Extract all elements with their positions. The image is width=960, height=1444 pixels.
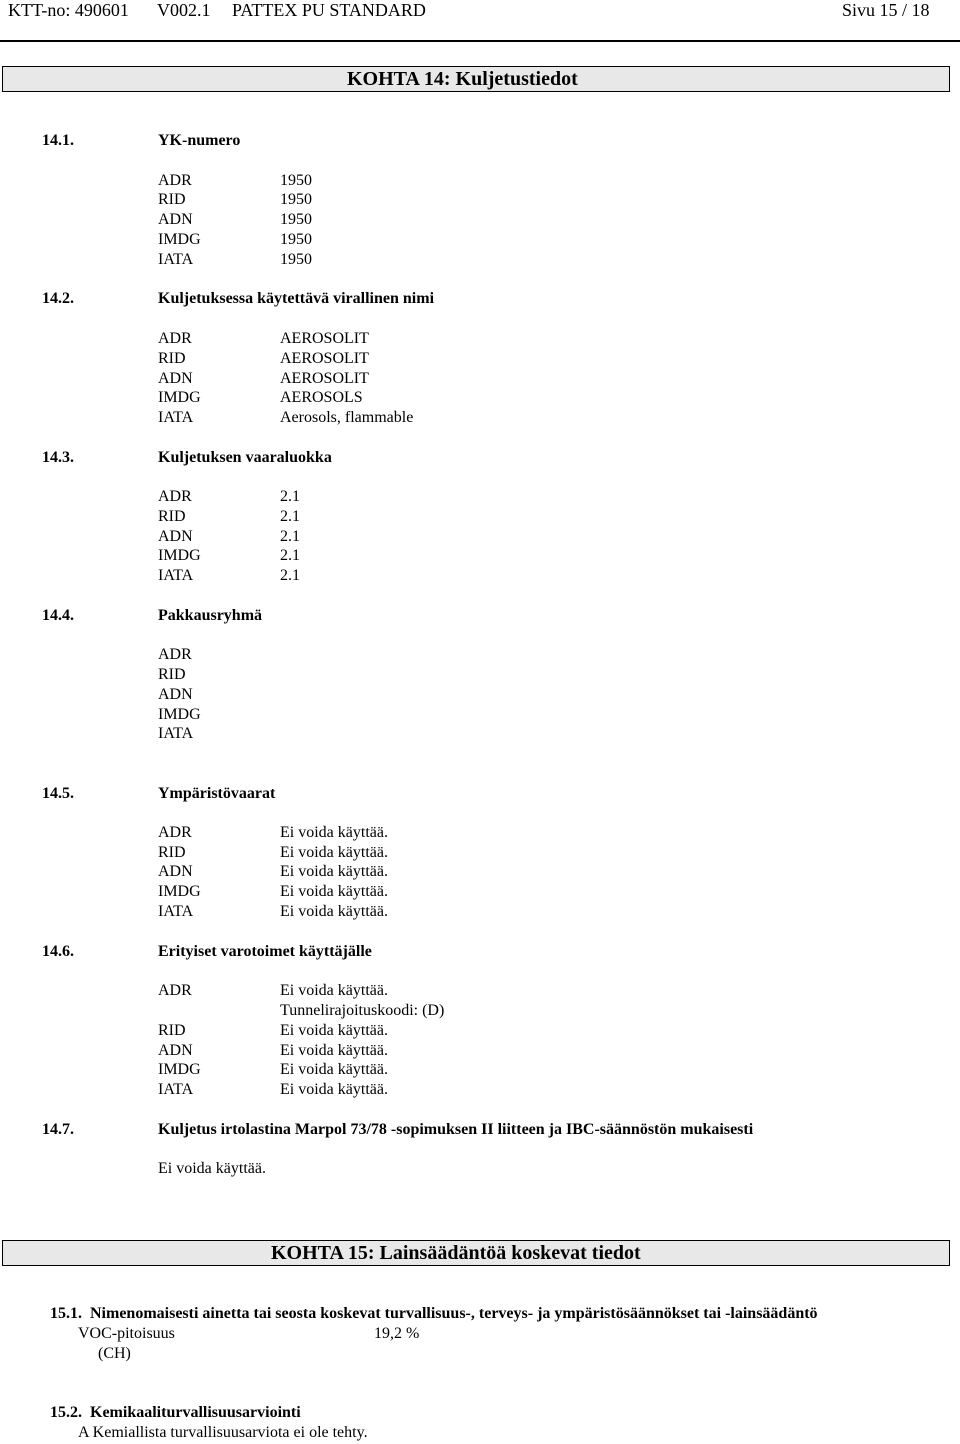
transport-value: Ei voida käyttää. (280, 1081, 388, 1098)
transport-mode: ADN (158, 686, 193, 703)
subsection-number: 14.2. (42, 290, 74, 307)
transport-value: 2.1 (280, 528, 300, 545)
transport-value: AEROSOLIT (280, 350, 369, 367)
transport-value: AEROSOLIT (280, 370, 369, 387)
transport-value: 1950 (280, 172, 312, 189)
transport-mode: IATA (158, 567, 194, 584)
transport-mode: RID (158, 666, 186, 683)
transport-mode: ADN (158, 1042, 193, 1059)
version: V002.1 (157, 0, 211, 20)
subsection-title: Kemikaaliturvallisuusarviointi (90, 1404, 301, 1421)
transport-mode: ADR (158, 982, 192, 999)
transport-value: Ei voida käyttää. (280, 903, 388, 920)
transport-mode: IATA (158, 903, 194, 920)
transport-value: 2.1 (280, 547, 300, 564)
transport-value: Ei voida käyttää. (280, 982, 388, 999)
subsection-title: YK-numero (158, 132, 241, 149)
ktt-number: KTT-no: 490601 (8, 0, 129, 20)
transport-value: 2.1 (280, 508, 300, 525)
section-15-title: KOHTA 15: Lainsäädäntöä koskevat tiedot (271, 1242, 641, 1264)
subsection-title: Ympäristövaarat (158, 785, 276, 802)
transport-value: Aerosols, flammable (280, 409, 414, 426)
subsection-number: 14.3. (42, 449, 74, 466)
voc-value: 19,2 % (374, 1325, 420, 1342)
subsection-number: 14.1. (42, 132, 74, 149)
subsection-number: 14.7. (42, 1121, 74, 1138)
bulk-transport-value: Ei voida käyttää. (158, 1160, 266, 1177)
transport-mode: IATA (158, 1081, 194, 1098)
subsection-title: Kuljetuksen vaaraluokka (158, 449, 332, 466)
transport-mode: IATA (158, 409, 194, 426)
transport-mode: IMDG (158, 389, 201, 406)
transport-value: 2.1 (280, 488, 300, 505)
transport-value: 1950 (280, 191, 312, 208)
transport-mode: ADN (158, 528, 193, 545)
transport-mode: ADR (158, 330, 192, 347)
voc-region: (CH) (98, 1345, 131, 1362)
transport-mode: RID (158, 191, 186, 208)
transport-mode: IATA (158, 725, 194, 742)
subsection-title: Kuljetuksessa käytettävä virallinen nimi (158, 290, 435, 307)
transport-mode: RID (158, 350, 186, 367)
subsection-title: Nimenomaisesti ainetta tai seosta koskevat turvallisuus-, terveys- ja ympäristösäännökset tai -lainsäädäntö (90, 1305, 818, 1322)
transport-mode: IMDG (158, 231, 201, 248)
transport-value: 2.1 (280, 567, 300, 584)
transport-value: Ei voida käyttää. (280, 1022, 388, 1039)
subsection-number: 15.1. (50, 1305, 82, 1322)
transport-mode: ADR (158, 488, 192, 505)
subsection-title: Erityiset varotoimet käyttäjälle (158, 943, 372, 960)
transport-mode: IMDG (158, 1061, 201, 1078)
transport-mode: RID (158, 1022, 186, 1039)
transport-value: Ei voida käyttää. (280, 1061, 388, 1078)
transport-mode: ADR (158, 824, 192, 841)
transport-mode: IATA (158, 251, 194, 268)
transport-value: 1950 (280, 211, 312, 228)
transport-value: Ei voida käyttää. (280, 1042, 388, 1059)
transport-value: Ei voida käyttää. (280, 844, 388, 861)
subsection-number: 14.4. (42, 607, 74, 624)
transport-value: AEROSOLIT (280, 330, 369, 347)
subsection-number: 15.2. (50, 1404, 82, 1421)
transport-value: AEROSOLS (280, 389, 363, 406)
transport-mode: ADN (158, 211, 193, 228)
transport-value: Ei voida käyttää. (280, 824, 388, 841)
voc-label: VOC-pitoisuus (78, 1325, 175, 1342)
transport-mode: RID (158, 508, 186, 525)
subsection-number: 14.5. (42, 785, 74, 802)
section-14-title: KOHTA 14: Kuljetustiedot (347, 68, 578, 90)
transport-mode: IMDG (158, 883, 201, 900)
subsection-number: 14.6. (42, 943, 74, 960)
product-name: PATTEX PU STANDARD (232, 0, 426, 20)
subsection-title: Kuljetus irtolastina Marpol 73/78 -sopimuksen II liitteen ja IBC-säännöstön mukaisesti (158, 1121, 754, 1138)
transport-mode: RID (158, 844, 186, 861)
page-number: Sivu 15 / 18 (842, 0, 930, 20)
tunnel-code: Tunnelirajoituskoodi: (D) (280, 1002, 445, 1019)
transport-mode: ADR (158, 172, 192, 189)
chemical-safety-assessment: A Kemiallista turvallisuusarviota ei ole tehty. (78, 1424, 368, 1441)
transport-mode: IMDG (158, 547, 201, 564)
transport-value: 1950 (280, 251, 312, 268)
subsection-title: Pakkausryhmä (158, 607, 263, 624)
transport-mode: IMDG (158, 706, 201, 723)
transport-value: Ei voida käyttää. (280, 863, 388, 880)
transport-mode: ADN (158, 863, 193, 880)
header-rule (0, 40, 960, 42)
transport-value: 1950 (280, 231, 312, 248)
transport-value: Ei voida käyttää. (280, 883, 388, 900)
transport-mode: ADN (158, 370, 193, 387)
transport-mode: ADR (158, 646, 192, 663)
